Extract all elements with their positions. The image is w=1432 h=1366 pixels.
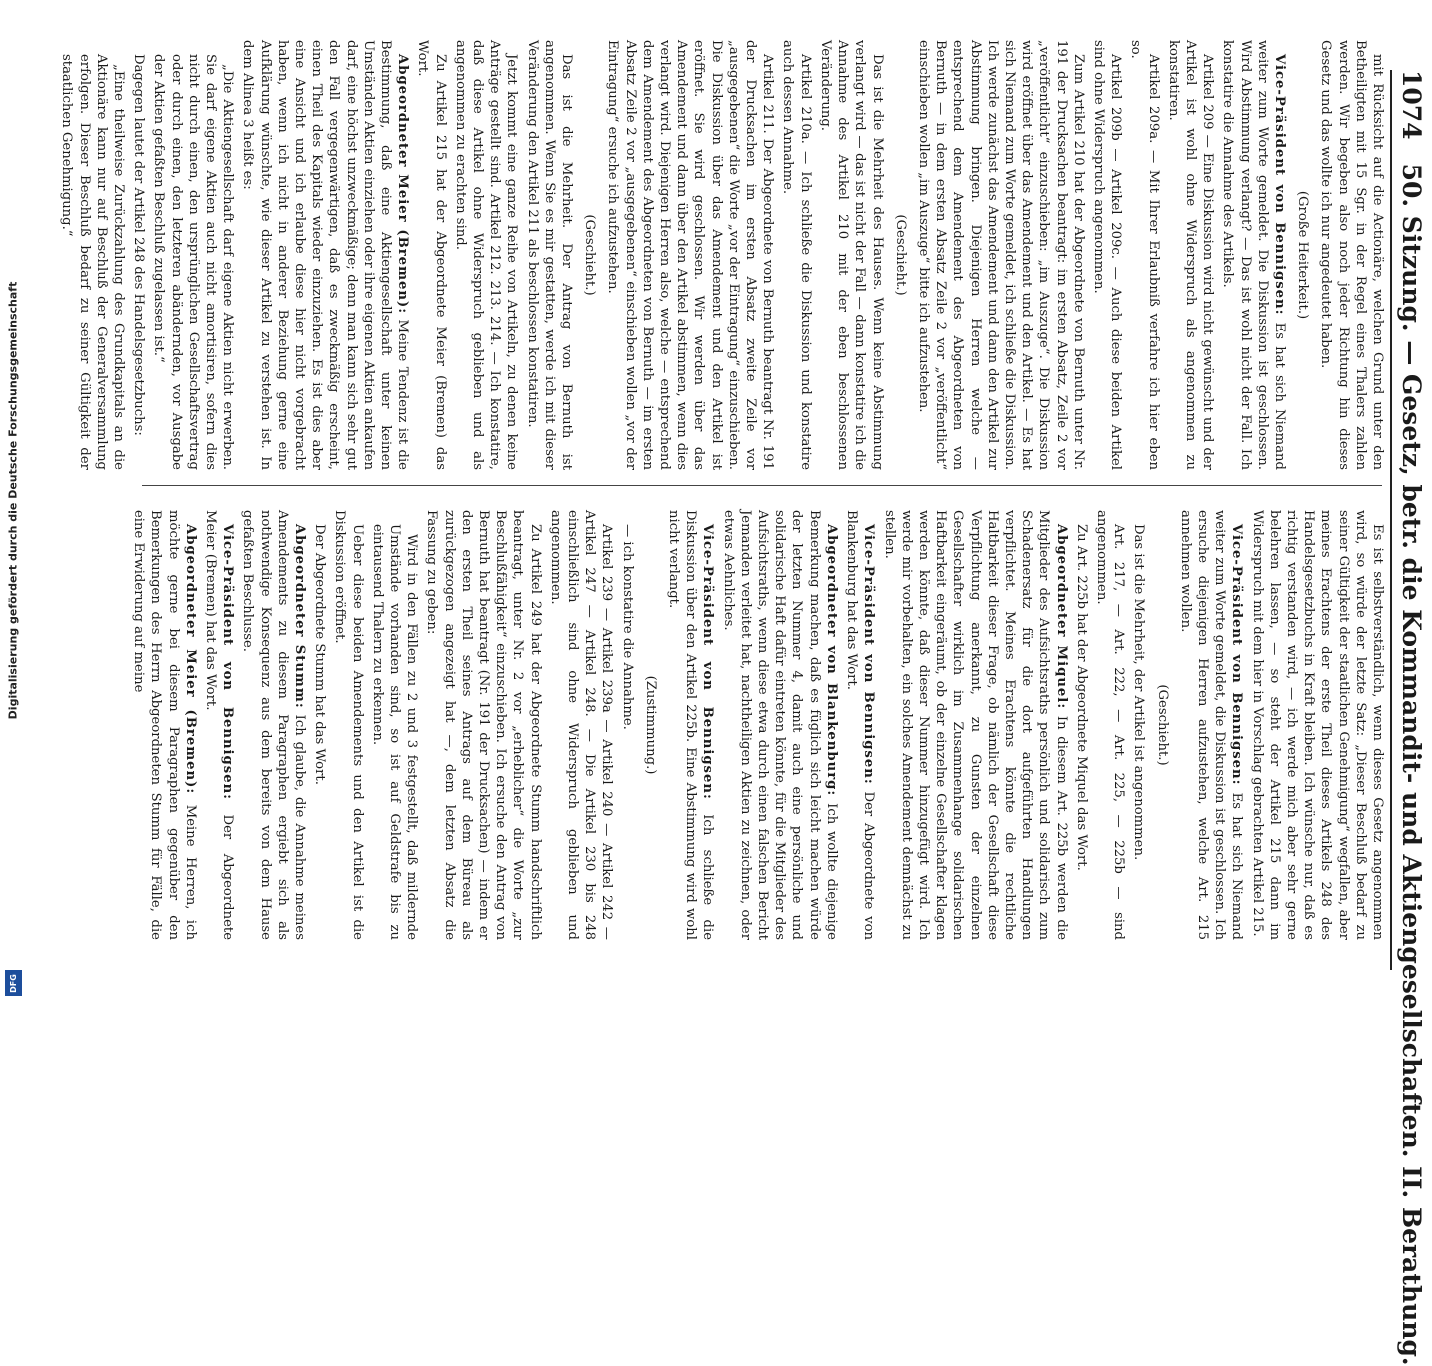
speech-paragraph: [239, 510, 308, 940]
speech-paragraph: [880, 510, 1069, 940]
text-paragraph: Artikel 210a. — Ich schließe die Diskussion und konstatire auch dessen Annahme.: [780, 40, 813, 470]
speech-paragraph: [239, 40, 411, 470]
speech-text: Es hat sich Niemand weiter zum Worte gemeldet, die Diskussion ist geschlossen. Ich ersuche diejenigen Herren aufzustehen, welche Art. 215 annehmen wollen.: [1177, 510, 1245, 940]
stage-direction: (Geschieht.): [892, 214, 908, 296]
rotated-page: [59, 0, 1432, 1366]
stage-direction: (Geschieht.): [582, 214, 598, 296]
running-head: 50. Sitzung. — Gesetz, betr. die Kommandit- und Aktiengesellschaften. II. Berathung.: [1397, 163, 1426, 1366]
speech-paragraph: [665, 510, 717, 940]
text-paragraph: Zum Artikel 210 hat der Abgeordnete von Bernuth unter Nr. 191 der Drucksachen beantragt: im ersten Absatz, Zeile 2 vor „veröffentlicht“ einzuschieben: „im Auszuge“. Die Diskussion wird eröffnet über das Amendement und den Artikel. — Es hat sich Niemand zum Worte gemeldet, ich schließe die Diskussion. Ich werde zunächst das Amendement und dann den Artikel zur Abstimmung bringen. Diejenigen Herren welche — entsprechend dem Amendement des Abgeordneten von Bernuth — in dem ersten Absatz Zeile 2 vor „veröffentlicht“ einschieben wollen „im Auszuge“ bitte ich aufzustehen.: [915, 40, 1086, 470]
speech-text: Der Abgeordnete Meier (Bremen) hat das Wort.: [203, 510, 236, 941]
speaker-name: Vice-Präsident von Bennigsen:: [1271, 54, 1287, 316]
speaker-name: Abgeordneter Meier (Bremen):: [182, 524, 198, 795]
right-column: [76, 510, 1386, 940]
digitization-text: Digitalisierung gefördert durch die Deutsche Forschungsgemeinschaft: [6, 281, 20, 719]
text-paragraph: Es ist selbstverständlich, wenn dieses Gesetz angenommen wird, so würde der letzte Satz: „Dieser Beschluß bedarf zu seiner Gültigkeit der staatlichen Genehmigung“ wegfallen, aber meines Erachtens der erste Theil dieses Artikels 248 des Handelsgesetzbuchs in Kraft bleiben. Ich wünsche nur, daß es richtig verstanden wird, — ich werde mich aber sehr gerne belehren lassen, — so steht der Artikel 215 dann im Widerspruch mit dem hier in Vorschlag gebrachten Artikel 215.: [1249, 510, 1385, 940]
column-divider: [142, 485, 1382, 486]
speaker-name: Abgeordneter Meier (Bremen):: [395, 54, 411, 315]
text-paragraph: Zu Art. 225b hat der Abgeordnete Miquel das Wort.: [1073, 524, 1089, 871]
text-paragraph: Das ist die Mehrheit. Der Antrag von Bernuth ist angenommen. Wenn Sie es mir gestatten, werde ich mit dieser Veränderung den Artikel 211 als beschlossen konstatiren.: [524, 40, 575, 470]
speech-paragraph: [202, 510, 236, 940]
text-paragraph: Artikel 209b — Artikel 209c. — Auch diese beiden Artikel sind ohne Widerspruch angenommen.: [1090, 40, 1124, 470]
stage-direction: (Geschieht.): [1154, 684, 1170, 766]
speaker-name: Vice-Präsident von Bennigsen:: [861, 524, 877, 785]
text-paragraph: Artikel 209 — Eine Diskussion wird nicht gewünscht und der Artikel ist wohl ohne Widerspruch als angenommen zu konstatiren.: [1165, 40, 1216, 470]
speaker-name: Vice-Präsident von Bennigsen:: [1229, 524, 1245, 786]
speaker-name: Vice-Präsident von Bennigsen:: [700, 524, 716, 800]
speech-text: Ich glaube, die Annahme meines Amendements zu diesem Paragraphen ergiebt sich als nothwendige Konsequenz aus dem bereits von dem Hause gefaßten Beschlusse.: [240, 510, 308, 940]
speech-text: In diesem Art. 225b werden die Mitglieder des Aufsichtsraths persönlich und solidarisch zum Schadenersatz für die dort aufgeführten Handlungen verpflichtet. Meines Erachtens könnte die rechtliche Haltbarkeit dieser Frage, ob nämlich der Gesellschaft diese Verpflichtung anerkannt, zu Gunsten der einzelnen Gesellschafter wirklich im Zusammenhange solidarischen Haftbarkeit eingeräumt, ob der einzelne Gesellschafter klagen werden könnte, daß dieser Nummer hinzugefügt wird. Ich werde mir vorbehalten, ein solches Amendement demnächst zu stellen.: [881, 510, 1069, 940]
text-paragraph: Artikel 209a. — Mit Ihrer Erlaubniß verfahre ich hier eben so.: [1128, 40, 1161, 470]
text-paragraph: Zu Artikel 249 hat der Abgeordnete Stumm handschriftlich beantragt, unter Nr. 2 vor „erheblicher“ die Worte „zur Beschlußfähigkeit“ einzuschieben. Ich ersuche den Antrag von Bernuth hat beantragt (Nr. 191 der Drucksachen) — indem er den ersten Theil seines Antrags auf dem Büreau als zurückgezogen angezeigt hat —, dem letzten Absatz die Fassung zu geben:: [424, 510, 543, 940]
quoted-passage: Wird in den Fällen zu 2 und 3 festgestellt, daß mildernde Umstände vorhanden sind, so ist auf Geldstrafe bis zu eintausend Thalern zu erkennen.: [369, 524, 420, 940]
speaker-name: Abgeordneter Miquel:: [1053, 524, 1069, 710]
text-paragraph: — ich konstatire die Annahme.: [619, 524, 635, 730]
page-number: 1074: [1397, 70, 1426, 140]
speech-text: Ich wollte diejenige Bemerkung machen, daß es füglich sich leicht machen würde der letzten Nummer 4, damit auch eine persönliche und solidarische Haft dafür eintreten könnte, für die Mitglieder des Aufsichtsraths, wenn diese etwa durch einen falschen Bericht Jemanden verleitet hat, nachtheiligen Aktien zu zeichnen, oder etwas Aehnliches.: [720, 510, 839, 940]
quoted-passage: „Eine theilweise Zurückzahlung des Grundkapitals an die Aktionäre kann nur auf Beschluß der Generalversammlung erfolgen. Dieser Beschluß bedarf zu seiner Gültigkeit der staatlichen Genehmigung.“: [59, 54, 126, 470]
text-paragraph: Art. 217, — Art. 222, — Art. 225, — 225b — sind angenommen.: [1093, 510, 1127, 940]
text-paragraph: Artikel 211. Der Abgeordnete von Bernuth beantragt Nr. 191 der Drucksachen im ersten Absatz zweite Zeile vor „ausgegebenen“ die Worte „vor der Eintragung“ einzuschieben. Die Diskussion über das Amendement und den Artikel ist eröffnet. Sie wird geschlossen. Wir werden über das Amendement und dann über den Artikel abstimmen, wenn dies verlangt wird. Diejenigen Herren also, welche — entsprechend dem Amendement des Abgeordneten von Bernuth — im ersten Absatz Zeile 2 vor „ausgegebenen“ einschieben wollen „vor der Eintragung“ ersuche ich aufzustehen.: [605, 40, 776, 470]
stage-direction: (Zustimmung.): [642, 675, 658, 775]
speech-paragraph: [130, 510, 199, 940]
page-header: [1390, 70, 1426, 1366]
speech-text: Es hat sich Niemand weiter zum Worte gemeldet. Die Diskussion ist geschlossen. Wird Abstimmung verlangt? — Das ist wohl nicht der Fall. Ich konstatire die Annahme des Artikels.: [1220, 40, 1287, 470]
speech-paragraph: [719, 510, 839, 940]
speaker-name: Vice-Präsident von Bennigsen:: [220, 524, 236, 801]
stage-direction: (Große Heiterkeit.): [1295, 190, 1311, 320]
text-paragraph: mit Rücksicht auf die Actionäre, welchen Grund unter den Betheiligten mit 15 Sgr. in der Regel eines Thalers zahlen werden. Wir begeben also noch jeder Richtung hin dieses Gesetz und das wollte ich nur angedeutet haben.: [1318, 40, 1385, 470]
quoted-passage: „Die Aktiengesellschaft darf eigene Aktien nicht erwerben. Sie darf eigene Aktien auch nicht amortisiren, sofern dies nicht durch einen, den ursprünglichen Gesellschaftsvertrag oder durch einen, den letzteren abändernden, vor Ausgabe der Aktien gefaßten Beschluß zugelassen ist.“: [151, 54, 236, 470]
speech-text: Meine Herren, ich möchte gerne bei diesem Paragraphen gegenüber den Bemerkungen des Herrn Abgeordneten Stumm für Fälle, die eine Erwiderung auf meine: [131, 510, 198, 940]
speech-text: Meine Tendenz ist die Bestimmung, daß eine Aktiengesellschaft unter keinen Umständen Aktien einziehen oder ihre eigenen Aktien ankaufen darf, eine höchst unzweckmäßige; denn man kann sich sehr gut den Fall vergegenwärtigen, daß es zweckmäßig erscheint, einen Theil des Kapitals wieder einzuziehen. Es ist dies aber eine Ansicht und ich erlaube diese hier nicht vorgebracht haben, wenn ich nicht in anderer Beziehung gerne eine Aufklärung wünschte, wie dieser Artikel zu verstehen ist. In dem Alinea 3 heißt es:: [240, 40, 411, 470]
speech-paragraph: [1177, 510, 1246, 940]
speech-text: Der Abgeordnete von Blankenburg hat das Wort.: [844, 510, 877, 941]
speech-paragraph: [1219, 40, 1288, 470]
speaker-name: Abgeordneter Stumm:: [292, 524, 308, 709]
text-paragraph: Dagegen lautet der Artikel 248 des Handelsgesetzbuchs:: [131, 54, 147, 436]
dfg-logo: DFG: [5, 970, 22, 996]
speaker-name: Abgeordneter von Blankenburg:: [823, 524, 839, 797]
digitization-note: [0, 0, 26, 1000]
speech-text: Ich schließe die Diskussion über den Artikel 225b. Eine Abstimmung wird wohl nicht verlangt.: [666, 510, 716, 941]
text-paragraph: Das ist die Mehrheit des Hauses. Wenn keine Abstimmung verlangt wird — das ist nicht der Fall — dann konstatire ich die Annahme des Artikel 210 mit der eben beschlossenen Veränderung.: [817, 40, 885, 470]
text-paragraph: Das ist die Mehrheit, der Artikel ist angenommen.: [1131, 524, 1147, 861]
speech-paragraph: [843, 510, 877, 940]
text-paragraph: Jetzt kommt eine ganze Reihe von Artikeln, zu denen keine Anträge gestellt sind. Artikel 212. 213. 214. — Ich konstatire, daß diese Artikel ohne Widerspruch geblieben und als angenommen zu erachten sind.: [452, 40, 520, 470]
text-paragraph: Artikel 239 — Artikel 239a — Artikel 240 — Artikel 242 — Artikel 247 — Artikel 248. — Die Artikel 230 bis 248 einschließlich sind ohne Widerspruch geblieben und angenommen.: [547, 510, 615, 940]
text-paragraph: Der Abgeordnete Stumm hat das Wort.: [312, 524, 328, 785]
left-column: [59, 40, 1386, 470]
text-paragraph: Zu Artikel 215 hat der Abgeordnete Meier (Bremen) das Wort.: [415, 40, 448, 470]
text-paragraph: Ueber diese beiden Amendements und den Artikel ist die Diskussion eröffnet.: [332, 510, 365, 940]
